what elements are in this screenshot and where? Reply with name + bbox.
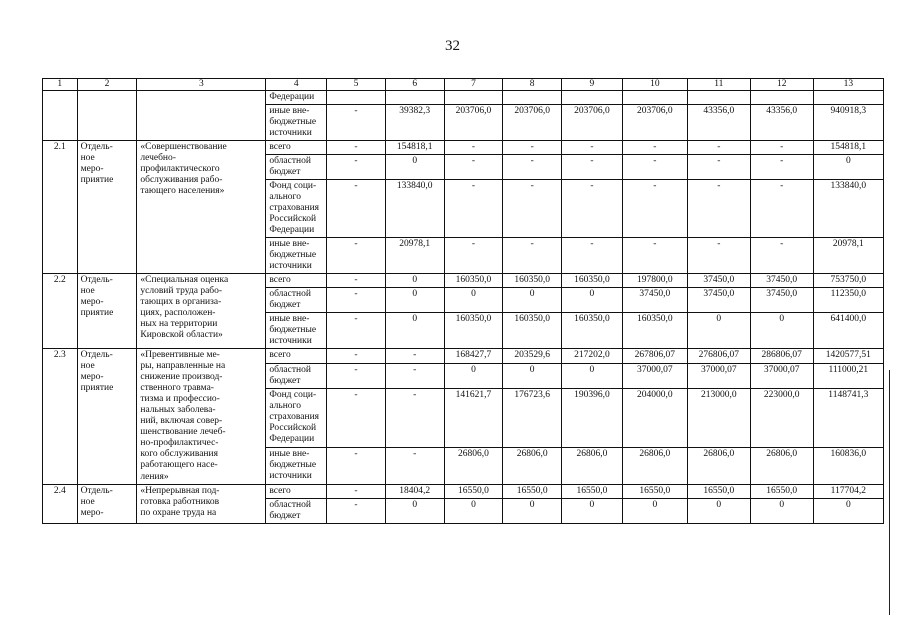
funding-source: всего	[266, 484, 327, 498]
measure-type: Отдель- ное меро- приятие	[77, 141, 137, 274]
cell-empty	[77, 91, 137, 141]
value-cell: 0	[385, 313, 444, 349]
value-cell: -	[327, 274, 386, 288]
value-cell: 940918,3	[813, 105, 883, 141]
value-cell: 20978,1	[385, 238, 444, 274]
col-number: 4	[266, 79, 327, 91]
value-cell: -	[687, 180, 750, 238]
funding-source: всего	[266, 349, 327, 363]
value-cell: 176723,6	[503, 388, 562, 447]
value-cell: -	[327, 288, 386, 313]
col-number: 8	[503, 79, 562, 91]
col-number: 2	[77, 79, 137, 91]
value-cell: -	[327, 349, 386, 363]
value-cell: 0	[562, 498, 623, 523]
value-cell: 16550,0	[687, 484, 750, 498]
table-row	[43, 484, 884, 498]
measure-name: «Непрерывная под- готовка работников по охране труда на	[137, 484, 266, 523]
funding-source: иные вне- бюджетные источники	[266, 447, 327, 484]
measure-number: 2.1	[43, 141, 78, 274]
value-cell: 20978,1	[813, 238, 883, 274]
value-cell: 753750,0	[813, 274, 883, 288]
funding-source: Фонд соци- ального страхования Российской Федерации	[266, 180, 327, 238]
value-cell: -	[562, 141, 623, 155]
value-cell: 37450,0	[687, 288, 750, 313]
funding-source: областной бюджет	[266, 288, 327, 313]
value-cell: 141621,7	[444, 388, 503, 447]
cell-empty	[137, 91, 266, 141]
value-cell: -	[327, 180, 386, 238]
table-row	[43, 274, 884, 288]
value-cell: -	[750, 238, 813, 274]
value-cell: 0	[750, 313, 813, 349]
funding-source: иные вне- бюджетные источники	[266, 105, 327, 141]
value-cell: 0	[444, 498, 503, 523]
value-cell: 0	[687, 498, 750, 523]
value-cell: 37450,0	[750, 274, 813, 288]
value-cell: 203706,0	[562, 105, 623, 141]
col-number: 13	[813, 79, 883, 91]
value-cell: -	[750, 180, 813, 238]
measure-type: Отдель- ное меро- приятие	[77, 274, 137, 349]
funding-source: областной бюджет	[266, 498, 327, 523]
value-cell: 39382,3	[385, 105, 444, 141]
value-cell: -	[327, 155, 386, 180]
value-cell: 16550,0	[622, 484, 687, 498]
value-cell: 0	[813, 498, 883, 523]
measure-name: «Совершенствование лечебно- профилактического обслуживания рабо- тающего населения»	[137, 141, 266, 274]
value-cell: -	[622, 180, 687, 238]
col-number: 12	[750, 79, 813, 91]
value-cell: 37450,0	[622, 288, 687, 313]
value-cell: 203529,6	[503, 349, 562, 363]
value-cell: 190396,0	[562, 388, 623, 447]
value-cell: 0	[503, 363, 562, 388]
col-number: 1	[43, 79, 78, 91]
col-number: 3	[137, 79, 266, 91]
value-cell: 213000,0	[687, 388, 750, 447]
measure-type: Отдель- ное меро-	[77, 484, 137, 523]
value-cell: 0	[385, 274, 444, 288]
budget-table	[42, 78, 884, 524]
measure-type: Отдель- ное меро- приятие	[77, 349, 137, 484]
value-cell: -	[327, 363, 386, 388]
value-cell: 160350,0	[444, 274, 503, 288]
value-cell: 16550,0	[503, 484, 562, 498]
value-cell: 204000,0	[622, 388, 687, 447]
value-cell: 0	[444, 288, 503, 313]
value-cell: -	[622, 141, 687, 155]
value-cell: 133840,0	[813, 180, 883, 238]
value-cell: -	[444, 141, 503, 155]
value-cell: 1420577,51	[813, 349, 883, 363]
measure-number: 2.4	[43, 484, 78, 523]
value-cell: 16550,0	[750, 484, 813, 498]
funding-source: всего	[266, 274, 327, 288]
budget-table-container	[42, 78, 884, 524]
measure-name: «Превентивные ме- ры, направленные на снижение производ- ственного травма- тизма и профессио- нальных заболева- ний, включая совер- шенствование лечеб- но-профилактичес- кого обслуживания работающего насе- ления»	[137, 349, 266, 484]
value-cell: 0	[687, 313, 750, 349]
value-cell: 160350,0	[444, 313, 503, 349]
margin-line	[889, 370, 890, 615]
table-row	[43, 91, 884, 105]
value-cell: -	[385, 388, 444, 447]
funding-source: иные вне- бюджетные источники	[266, 313, 327, 349]
value-cell: 160350,0	[503, 274, 562, 288]
value-cell: 0	[503, 498, 562, 523]
value-cell: 160350,0	[622, 313, 687, 349]
col-number: 7	[444, 79, 503, 91]
col-number: 11	[687, 79, 750, 91]
value-cell: -	[327, 388, 386, 447]
funding-source: областной бюджет	[266, 363, 327, 388]
value-cell: 217202,0	[562, 349, 623, 363]
value-cell: 37000,07	[622, 363, 687, 388]
page-number: 32	[445, 38, 460, 54]
value-cell: 117704,2	[813, 484, 883, 498]
value-cell: 112350,0	[813, 288, 883, 313]
value-cell: -	[385, 447, 444, 484]
value-cell: 37450,0	[687, 274, 750, 288]
value-cell: -	[622, 238, 687, 274]
value-cell: -	[562, 155, 623, 180]
value-cell: 0	[385, 288, 444, 313]
value-cell: 111000,21	[813, 363, 883, 388]
value-cell: 0	[750, 498, 813, 523]
value-cell: -	[687, 238, 750, 274]
value-cell: 0	[622, 498, 687, 523]
value-cell: 160836,0	[813, 447, 883, 484]
value-cell: -	[327, 141, 386, 155]
funding-source: Федерации	[266, 91, 327, 105]
value-cell: -	[562, 180, 623, 238]
value-cell: -	[327, 313, 386, 349]
value-cell: 160350,0	[562, 274, 623, 288]
funding-source: областной бюджет	[266, 155, 327, 180]
value-cell: -	[444, 180, 503, 238]
funding-source: иные вне- бюджетные источники	[266, 238, 327, 274]
value-cell: -	[687, 155, 750, 180]
value-cell: 26806,0	[750, 447, 813, 484]
value-cell: -	[444, 238, 503, 274]
value-cell: 197800,0	[622, 274, 687, 288]
value-cell: 0	[385, 155, 444, 180]
column-number-row	[43, 79, 884, 91]
value-cell: 154818,1	[813, 141, 883, 155]
value-cell: -	[503, 141, 562, 155]
col-number: 10	[622, 79, 687, 91]
value-cell: 43356,0	[687, 105, 750, 141]
value-cell: 0	[562, 363, 623, 388]
value-cell: -	[385, 363, 444, 388]
value-cell: -	[444, 155, 503, 180]
value-cell: -	[750, 141, 813, 155]
value-cell: -	[687, 141, 750, 155]
value-cell: -	[503, 155, 562, 180]
value-cell: -	[503, 238, 562, 274]
value-cell: 16550,0	[562, 484, 623, 498]
measure-number: 2.2	[43, 274, 78, 349]
value-cell: 160350,0	[562, 313, 623, 349]
value-cell: 37450,0	[750, 288, 813, 313]
value-cell: 0	[503, 288, 562, 313]
value-cell: 26806,0	[562, 447, 623, 484]
value-cell: -	[750, 155, 813, 180]
value-cell: 26806,0	[444, 447, 503, 484]
table-row	[43, 349, 884, 363]
measure-name: «Специальная оценка условий труда рабо- тающих в организа- циях, расположен- ных на территории Кировской области»	[137, 274, 266, 349]
value-cell: 26806,0	[687, 447, 750, 484]
value-cell: 267806,07	[622, 349, 687, 363]
value-cell: 0	[444, 363, 503, 388]
col-number: 9	[562, 79, 623, 91]
value-cell: -	[327, 484, 386, 498]
value-cell: -	[327, 238, 386, 274]
value-cell: 133840,0	[385, 180, 444, 238]
col-number: 6	[385, 79, 444, 91]
value-cell: 26806,0	[622, 447, 687, 484]
value-cell: 223000,0	[750, 388, 813, 447]
funding-source: Фонд соци- ального страхования Российской Федерации	[266, 388, 327, 447]
measure-number: 2.3	[43, 349, 78, 484]
funding-source: всего	[266, 141, 327, 155]
value-cell: 37000,07	[687, 363, 750, 388]
value-cell: -	[327, 447, 386, 484]
value-cell: 26806,0	[503, 447, 562, 484]
value-cell: 154818,1	[385, 141, 444, 155]
value-cell: 43356,0	[750, 105, 813, 141]
value-cell: -	[385, 349, 444, 363]
value-cell: -	[327, 105, 386, 141]
value-cell: 0	[562, 288, 623, 313]
table-row	[43, 141, 884, 155]
value-cell: 16550,0	[444, 484, 503, 498]
value-cell: -	[503, 180, 562, 238]
value-cell: 203706,0	[444, 105, 503, 141]
value-cell: 641400,0	[813, 313, 883, 349]
value-cell: 1148741,3	[813, 388, 883, 447]
value-cell: 203706,0	[503, 105, 562, 141]
value-cell: -	[622, 155, 687, 180]
value-cell: -	[562, 238, 623, 274]
value-cell: 160350,0	[503, 313, 562, 349]
value-cell: 276806,07	[687, 349, 750, 363]
col-number: 5	[327, 79, 386, 91]
value-cell: 286806,07	[750, 349, 813, 363]
value-cell: 203706,0	[622, 105, 687, 141]
value-cell: -	[327, 498, 386, 523]
value-cell: 0	[385, 498, 444, 523]
value-cell: 18404,2	[385, 484, 444, 498]
cell-empty	[43, 91, 78, 141]
value-cell: 37000,07	[750, 363, 813, 388]
value-cell: 168427,7	[444, 349, 503, 363]
value-cell: 0	[813, 155, 883, 180]
